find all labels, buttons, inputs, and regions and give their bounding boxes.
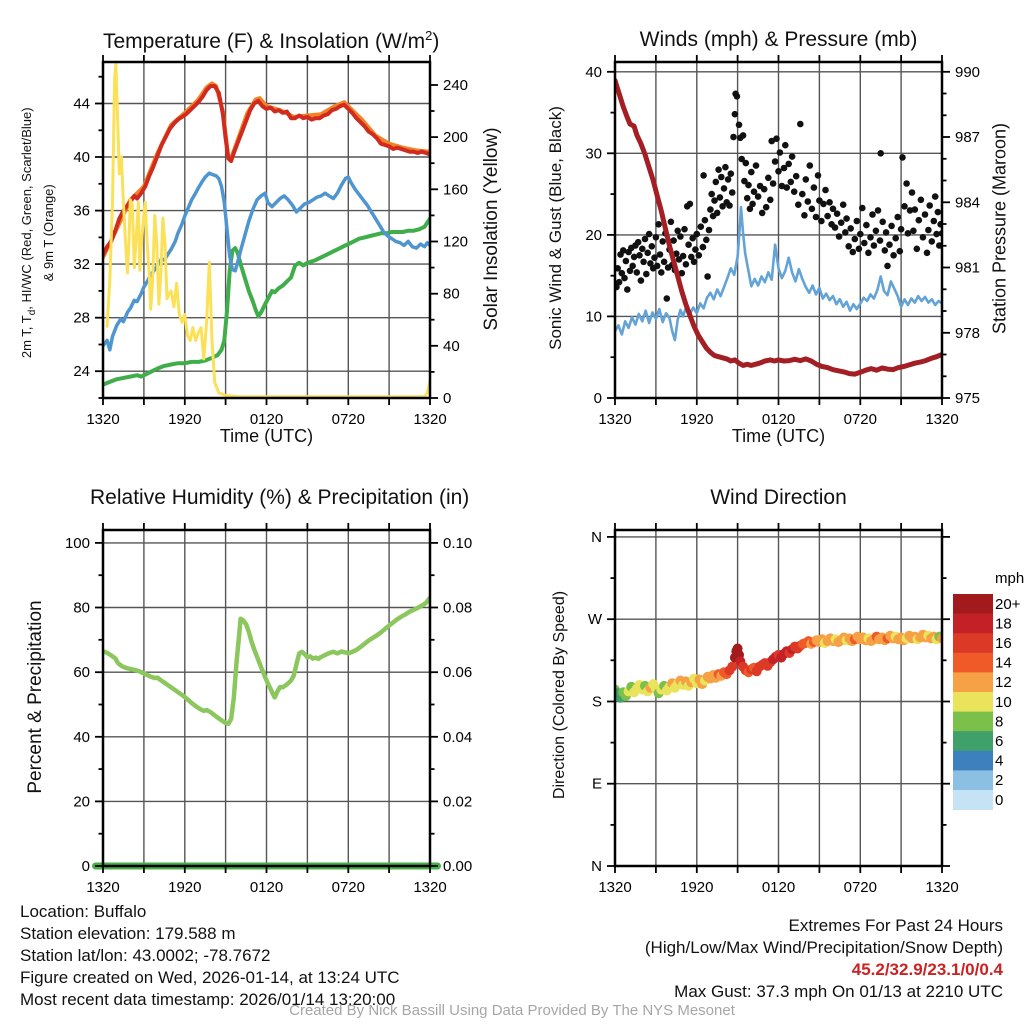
svg-text:20: 20 xyxy=(73,793,90,811)
winds-chart-title: Winds (mph) & Pressure (mb) xyxy=(639,28,918,51)
svg-text:200: 200 xyxy=(443,129,469,147)
svg-text:80: 80 xyxy=(443,285,460,303)
winds-xaxis-label: Time (UTC) xyxy=(731,426,826,446)
chart-winds-svg xyxy=(512,0,1024,450)
station-info-block xyxy=(20,901,400,1011)
svg-text:0720: 0720 xyxy=(331,879,365,895)
svg-text:N: N xyxy=(591,858,602,875)
svg-text:0120: 0120 xyxy=(761,879,796,895)
temp-right-axis-label: Solar Insolation (Yellow) xyxy=(481,127,502,331)
svg-text:100: 100 xyxy=(64,534,90,552)
chart-temp-svg xyxy=(0,0,512,450)
svg-text:1320: 1320 xyxy=(413,411,447,428)
svg-text:80: 80 xyxy=(73,599,90,617)
svg-text:0: 0 xyxy=(593,390,602,407)
svg-text:120: 120 xyxy=(443,233,469,251)
svg-text:0.04: 0.04 xyxy=(443,728,473,746)
svg-text:0720: 0720 xyxy=(331,411,365,428)
svg-text:1920: 1920 xyxy=(680,411,714,428)
svg-text:978: 978 xyxy=(955,324,981,342)
svg-text:60: 60 xyxy=(73,664,90,682)
svg-text:N: N xyxy=(591,528,602,546)
temp-xaxis-label: Time (UTC) xyxy=(219,426,314,446)
svg-text:1920: 1920 xyxy=(168,411,202,428)
svg-text:18: 18 xyxy=(995,615,1012,633)
svg-text:16: 16 xyxy=(995,635,1012,652)
temp-title-text: Temperature (F) & Insolation (W/m xyxy=(103,30,426,53)
extremes-subtitle: (High/Low/Max Wind/Precipitation/Snow Depth) xyxy=(644,938,1003,957)
max-gust-line: Max Gust: 37.3 mph On 01/13 at 2210 UTC xyxy=(674,982,1003,1001)
rh-left-axis-label: Percent & Precipitation xyxy=(25,600,46,794)
svg-text:0: 0 xyxy=(995,791,1004,809)
svg-text:0.08: 0.08 xyxy=(443,599,473,617)
svg-text:S: S xyxy=(591,693,602,711)
winds-right-axis-label: Station Pressure (Maroon) xyxy=(989,122,1010,335)
svg-text:0720: 0720 xyxy=(843,411,877,428)
winds-left-axis-label: Sonic Wind & Gust (Blue, Black) xyxy=(546,106,565,350)
svg-text:24: 24 xyxy=(73,363,90,381)
temp-left-axis-label: 2m T, $T_d$, HI/WC (Red, Green, Scarlet/Blue) & 9m T (Orange) xyxy=(19,107,56,359)
temp-chart-title xyxy=(103,28,440,54)
extremes-block xyxy=(645,915,1003,1003)
svg-text:1320: 1320 xyxy=(925,411,959,428)
svg-text:0.06: 0.06 xyxy=(443,664,473,682)
location-line: Location: Buffalo xyxy=(20,902,147,921)
timestamp-line: Most recent data timestamp: 2026/01/14 13:20:00 xyxy=(20,990,396,1009)
extremes-values: 45.2/32.9/23.1/0/0.4 xyxy=(851,960,1003,979)
svg-text:160: 160 xyxy=(443,181,469,199)
svg-text:987: 987 xyxy=(955,129,981,146)
svg-text:0: 0 xyxy=(81,858,90,875)
svg-text:0.02: 0.02 xyxy=(443,793,473,811)
credit-line: Created By Nick Bassill Using Data Provided By The NYS Mesonet xyxy=(289,1002,735,1019)
elevation-line: Station elevation: 179.588 m xyxy=(20,924,236,943)
svg-text:36: 36 xyxy=(73,202,90,220)
svg-text:0: 0 xyxy=(443,390,452,407)
svg-text:E: E xyxy=(591,775,602,793)
svg-text:8: 8 xyxy=(995,713,1004,731)
svg-text:975: 975 xyxy=(955,390,981,407)
svg-text:44: 44 xyxy=(73,95,90,113)
svg-text:0120: 0120 xyxy=(761,411,796,428)
svg-text:0120: 0120 xyxy=(249,879,284,895)
svg-text:1320: 1320 xyxy=(598,879,632,895)
svg-text:1320: 1320 xyxy=(86,879,120,895)
svg-text:0120: 0120 xyxy=(249,411,284,428)
svg-text:40: 40 xyxy=(73,728,90,746)
svg-text:1920: 1920 xyxy=(680,879,714,895)
extremes-title: Extremes For Past 24 Hours xyxy=(788,916,1003,935)
svg-text:1320: 1320 xyxy=(925,879,959,895)
svg-text:990: 990 xyxy=(955,63,981,81)
dir-left-axis-label: Direction (Colored By Speed) xyxy=(551,590,568,800)
svg-text:10: 10 xyxy=(995,693,1012,711)
chart-rh-svg xyxy=(0,450,512,895)
svg-text:20: 20 xyxy=(585,226,602,244)
colorbar-title: mph xyxy=(995,570,1024,587)
svg-text:981: 981 xyxy=(955,259,981,277)
svg-text:1320: 1320 xyxy=(598,411,632,428)
dir-chart-title: Wind Direction xyxy=(710,486,847,509)
svg-text:10: 10 xyxy=(585,308,602,326)
svg-text:40: 40 xyxy=(585,63,602,81)
created-line: Figure created on Wed, 2026-01-14, at 13:24 UTC xyxy=(20,968,400,987)
rh-chart-title: Relative Humidity (%) & Precipitation (in) xyxy=(90,486,470,509)
temp-title-close: ) xyxy=(432,30,440,53)
svg-text:240: 240 xyxy=(443,77,469,94)
svg-text:20+: 20+ xyxy=(995,595,1021,613)
svg-text:W: W xyxy=(587,611,602,629)
svg-text:12: 12 xyxy=(995,674,1012,692)
svg-text:6: 6 xyxy=(995,733,1004,750)
svg-text:0720: 0720 xyxy=(843,879,877,895)
svg-text:1320: 1320 xyxy=(86,411,120,428)
svg-text:4: 4 xyxy=(995,752,1004,770)
svg-text:1920: 1920 xyxy=(168,879,202,895)
svg-text:40: 40 xyxy=(73,149,90,166)
svg-text:14: 14 xyxy=(995,654,1012,672)
temp-title-sup: 2 xyxy=(425,28,433,43)
svg-text:0.00: 0.00 xyxy=(443,858,473,875)
svg-text:40: 40 xyxy=(443,337,460,355)
svg-text:2: 2 xyxy=(995,772,1004,790)
svg-text:32: 32 xyxy=(73,256,90,274)
chart-dir-svg xyxy=(512,450,1024,895)
latlon-line: Station lat/lon: 43.0002; -78.7672 xyxy=(20,946,271,965)
svg-text:984: 984 xyxy=(955,194,981,212)
svg-text:0.10: 0.10 xyxy=(443,534,473,552)
svg-text:1320: 1320 xyxy=(413,879,447,895)
svg-text:30: 30 xyxy=(585,145,602,163)
svg-text:28: 28 xyxy=(73,309,90,327)
